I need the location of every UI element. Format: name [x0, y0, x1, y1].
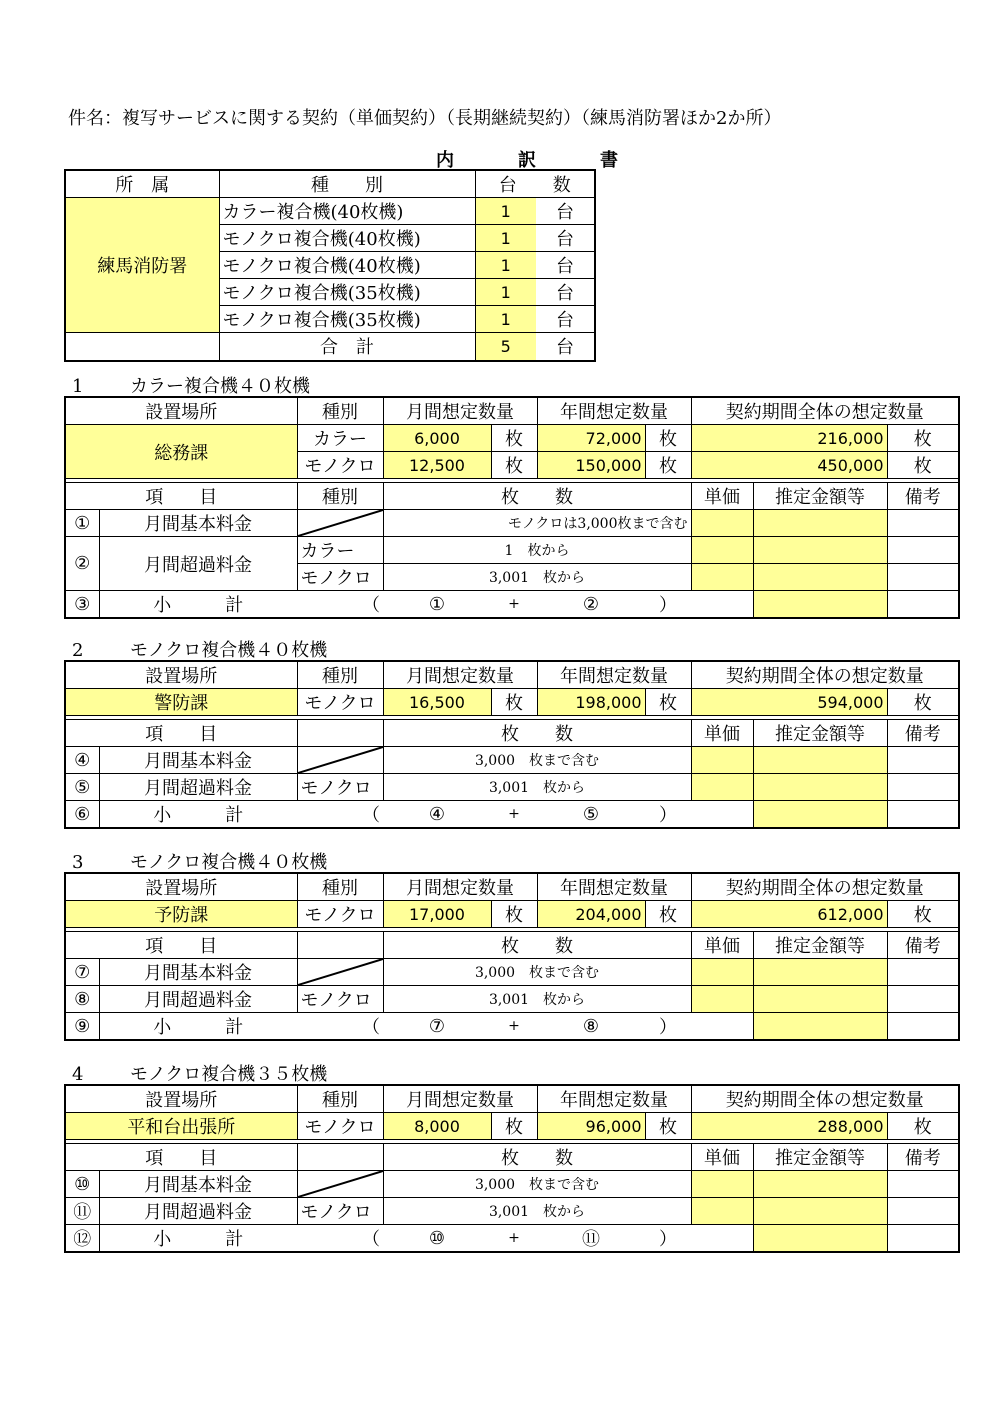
machine-kind: モノクロ複合機(40枚機) — [219, 225, 475, 252]
estimate-header: 推定金額等 — [753, 720, 887, 747]
contract-total-qty: 612,000 — [691, 901, 887, 928]
base-fee-sheets: 3,000 枚まで含む — [383, 747, 691, 774]
estimate-cell[interactable] — [753, 774, 887, 801]
base-fee-label: 月間基本料金 — [99, 959, 297, 986]
monthly-qty: 16,500 — [383, 689, 491, 716]
subtotal-label: 小 計 — [99, 1225, 297, 1253]
row-mark: ① — [65, 510, 99, 537]
row-mark: ④ — [65, 747, 99, 774]
estimate-cell[interactable] — [753, 1225, 887, 1253]
base-fee-label: 月間基本料金 — [99, 747, 297, 774]
estimate-cell[interactable] — [753, 510, 887, 537]
subtotal-label: 小 計 — [99, 801, 297, 829]
machine-count: 1 — [475, 279, 536, 306]
unit-price-cell[interactable] — [691, 986, 753, 1013]
row-mark: ⑪ — [65, 1198, 99, 1225]
formula-mark: ⑩ — [383, 1225, 491, 1253]
sheet-unit: 枚 — [491, 425, 537, 452]
breakdown-heading-char: 訳 — [518, 150, 536, 171]
contract-total-qty: 594,000 — [691, 689, 887, 716]
location-header: 設置場所 — [65, 873, 297, 901]
location-name: 警防課 — [65, 689, 297, 716]
estimate-cell[interactable] — [753, 747, 887, 774]
estimate-cell[interactable] — [753, 1171, 887, 1198]
kind-header: 種別 — [297, 1085, 383, 1113]
header-kind: 種 別 — [219, 170, 475, 198]
kind-header: 種別 — [297, 397, 383, 425]
section-number: 2 — [72, 640, 84, 661]
breakdown-heading-char: 内 — [436, 150, 454, 171]
kind-color: カラー — [297, 537, 383, 564]
sheets-header: 枚 数 — [383, 932, 691, 959]
section-2-table — [64, 660, 960, 829]
kind-header-blank — [297, 932, 383, 959]
sheet-unit: 枚 — [887, 452, 959, 479]
remarks-header: 備考 — [887, 720, 959, 747]
yearly-qty: 150,000 — [537, 452, 645, 479]
sheet-unit: 枚 — [491, 452, 537, 479]
yearly-header: 年間想定数量 — [537, 873, 691, 901]
estimate-cell[interactable] — [753, 1198, 887, 1225]
estimate-cell[interactable] — [753, 564, 887, 591]
monthly-header: 月間想定数量 — [383, 1085, 537, 1113]
sheets-header: 枚 数 — [383, 720, 691, 747]
sheet-unit: 枚 — [887, 425, 959, 452]
excess-sheets: 3,001 枚から — [383, 1198, 691, 1225]
yearly-qty: 96,000 — [537, 1113, 645, 1140]
section-name: カラー複合機４０枚機 — [130, 376, 310, 397]
row-mark: ⑦ — [65, 959, 99, 986]
section-name: モノクロ複合機３５枚機 — [130, 1064, 328, 1085]
yearly-header: 年間想定数量 — [537, 661, 691, 689]
count-unit: 台 — [536, 306, 595, 333]
sheet-unit: 枚 — [645, 689, 691, 716]
excess-fee-label: 月間超過料金 — [99, 537, 297, 591]
kind-mono: モノクロ — [297, 774, 383, 801]
count-unit: 台 — [536, 198, 595, 225]
sheet-unit: 枚 — [887, 1113, 959, 1140]
paren-close: ） — [645, 591, 691, 619]
excess-sheets: 3,001 枚から — [383, 564, 691, 591]
section-title — [72, 1060, 327, 1086]
header-count: 台 数 — [475, 170, 595, 198]
sheet-unit: 枚 — [887, 689, 959, 716]
excess-fee-label: 月間超過料金 — [99, 986, 297, 1013]
kind-mono: モノクロ — [297, 452, 383, 479]
estimate-cell[interactable] — [753, 986, 887, 1013]
total-unit: 台 — [536, 333, 595, 361]
remarks-cell[interactable] — [887, 747, 959, 774]
section-name: モノクロ複合機４０枚機 — [130, 640, 328, 661]
remarks-cell[interactable] — [887, 959, 959, 986]
base-fee-sheets: 3,000 枚まで含む — [383, 959, 691, 986]
total-count: 5 — [475, 333, 536, 361]
formula-mark: ⑪ — [537, 1225, 645, 1253]
contract-total-qty: 450,000 — [691, 452, 887, 479]
location-name: 平和台出張所 — [65, 1113, 297, 1140]
remarks-cell[interactable] — [887, 1198, 959, 1225]
kind-mono: モノクロ — [297, 1198, 383, 1225]
sheet-unit: 枚 — [491, 1113, 537, 1140]
machine-kind: カラー複合機(40枚機) — [219, 198, 475, 225]
sheets-header: 枚 数 — [383, 483, 691, 510]
monthly-header: 月間想定数量 — [383, 873, 537, 901]
base-fee-label: 月間基本料金 — [99, 510, 297, 537]
location-header: 設置場所 — [65, 661, 297, 689]
row-mark: ⑧ — [65, 986, 99, 1013]
machine-count: 1 — [475, 198, 536, 225]
estimate-cell[interactable] — [753, 801, 887, 829]
row-mark: ⑤ — [65, 774, 99, 801]
section-title — [72, 372, 310, 398]
section-1-table — [64, 396, 960, 619]
section-number: 3 — [72, 852, 84, 873]
kind-mono: モノクロ — [297, 1113, 383, 1140]
machine-count: 1 — [475, 306, 536, 333]
estimate-cell[interactable] — [753, 959, 887, 986]
formula-mark: ⑦ — [383, 1013, 491, 1041]
row-mark: ⑫ — [65, 1225, 99, 1253]
paren-open: （ — [297, 801, 383, 829]
row-mark: ③ — [65, 591, 99, 619]
contract-total-header: 契約期間全体の想定数量 — [691, 661, 959, 689]
formula-mark: ② — [537, 591, 645, 619]
subtotal-label: 小 計 — [99, 591, 297, 619]
unit-price-cell[interactable] — [691, 537, 753, 564]
estimate-cell[interactable] — [753, 537, 887, 564]
diagonal-cell — [297, 747, 383, 774]
unit-price-cell[interactable] — [691, 564, 753, 591]
section-number: 4 — [72, 1064, 84, 1085]
paren-close: ） — [645, 1225, 691, 1253]
count-unit: 台 — [536, 279, 595, 306]
section-number: 1 — [72, 376, 84, 397]
contract-total-qty: 216,000 — [691, 425, 887, 452]
contract-total-header: 契約期間全体の想定数量 — [691, 1085, 959, 1113]
yearly-qty: 204,000 — [537, 901, 645, 928]
formula-plus: + — [491, 1013, 537, 1041]
remarks-header: 備考 — [887, 1144, 959, 1171]
item-header: 項 目 — [65, 1144, 297, 1171]
excess-fee-label: 月間超過料金 — [99, 1198, 297, 1225]
yearly-header: 年間想定数量 — [537, 397, 691, 425]
monthly-header: 月間想定数量 — [383, 661, 537, 689]
kind-mono: モノクロ — [297, 689, 383, 716]
remarks-cell[interactable] — [887, 1225, 959, 1253]
paren-close: ） — [645, 801, 691, 829]
unit-price-header: 単価 — [691, 932, 753, 959]
sheets-header: 枚 数 — [383, 1144, 691, 1171]
sheet-unit: 枚 — [645, 901, 691, 928]
section-3-table — [64, 872, 960, 1041]
contract-total-header: 契約期間全体の想定数量 — [691, 397, 959, 425]
count-unit: 台 — [536, 225, 595, 252]
remarks-cell[interactable] — [887, 1013, 959, 1041]
excess-fee-label: 月間超過料金 — [99, 774, 297, 801]
base-fee-label: 月間基本料金 — [99, 1171, 297, 1198]
monthly-qty: 12,500 — [383, 452, 491, 479]
machine-count: 1 — [475, 252, 536, 279]
machine-count: 1 — [475, 225, 536, 252]
remarks-header: 備考 — [887, 483, 959, 510]
breakdown-heading-char: 書 — [600, 150, 618, 171]
sheet-unit: 枚 — [491, 901, 537, 928]
base-fee-sheets: 3,000 枚まで含む — [383, 1171, 691, 1198]
formula-plus: + — [491, 1225, 537, 1253]
formula-mark: ① — [383, 591, 491, 619]
monthly-qty: 8,000 — [383, 1113, 491, 1140]
excess-sheets: 3,001 枚から — [383, 986, 691, 1013]
estimate-cell[interactable] — [753, 1013, 887, 1041]
excess-sheets: 1 枚から — [383, 537, 691, 564]
section-title — [72, 848, 327, 874]
diagonal-cell — [297, 510, 383, 537]
machine-kind: モノクロ複合機(40枚機) — [219, 252, 475, 279]
kind-header-blank — [297, 1144, 383, 1171]
location-name: 総務課 — [65, 425, 297, 479]
dept-name: 練馬消防署 — [65, 198, 219, 333]
remarks-cell[interactable] — [887, 510, 959, 537]
subtotal-label: 小 計 — [99, 1013, 297, 1041]
unit-price-cell[interactable] — [691, 959, 753, 986]
estimate-header: 推定金額等 — [753, 483, 887, 510]
sheet-unit: 枚 — [645, 425, 691, 452]
kind-header: 種別 — [297, 483, 383, 510]
remarks-cell[interactable] — [887, 986, 959, 1013]
location-header: 設置場所 — [65, 1085, 297, 1113]
header-dept: 所 属 — [65, 170, 219, 198]
unit-price-cell[interactable] — [691, 747, 753, 774]
sheet-unit: 枚 — [887, 901, 959, 928]
kind-mono: モノクロ — [297, 901, 383, 928]
excess-sheets: 3,001 枚から — [383, 774, 691, 801]
yearly-qty: 198,000 — [537, 689, 645, 716]
subtotal-blank — [691, 801, 753, 829]
location-name: 予防課 — [65, 901, 297, 928]
paren-open: （ — [297, 1013, 383, 1041]
section-title — [72, 636, 327, 662]
formula-mark: ⑤ — [537, 801, 645, 829]
remarks-cell[interactable] — [887, 801, 959, 829]
kind-header-blank — [297, 720, 383, 747]
estimate-header: 推定金額等 — [753, 1144, 887, 1171]
paren-open: （ — [297, 1225, 383, 1253]
yearly-header: 年間想定数量 — [537, 1085, 691, 1113]
kind-mono: モノクロ — [297, 564, 383, 591]
breakdown-table — [64, 169, 596, 362]
unit-price-cell[interactable] — [691, 1171, 753, 1198]
remarks-header: 備考 — [887, 932, 959, 959]
monthly-header: 月間想定数量 — [383, 397, 537, 425]
row-mark: ⑥ — [65, 801, 99, 829]
machine-kind: モノクロ複合機(35枚機) — [219, 306, 475, 333]
unit-price-cell[interactable] — [691, 1198, 753, 1225]
contract-total-header: 契約期間全体の想定数量 — [691, 873, 959, 901]
monthly-qty: 17,000 — [383, 901, 491, 928]
total-label: 合 計 — [219, 333, 475, 361]
remarks-cell[interactable] — [887, 564, 959, 591]
formula-mark: ⑧ — [537, 1013, 645, 1041]
kind-mono: モノクロ — [297, 986, 383, 1013]
row-mark: ⑨ — [65, 1013, 99, 1041]
subtotal-blank — [691, 1225, 753, 1253]
diagonal-cell — [297, 1171, 383, 1198]
estimate-cell[interactable] — [753, 591, 887, 619]
monthly-qty: 6,000 — [383, 425, 491, 452]
remarks-cell[interactable] — [887, 591, 959, 619]
row-mark: ⑩ — [65, 1171, 99, 1198]
subtotal-blank — [691, 1013, 753, 1041]
formula-mark: ④ — [383, 801, 491, 829]
remarks-cell[interactable] — [887, 1171, 959, 1198]
sheet-unit: 枚 — [645, 452, 691, 479]
row-mark: ② — [65, 537, 99, 591]
unit-price-header: 単価 — [691, 483, 753, 510]
remarks-cell[interactable] — [887, 774, 959, 801]
unit-price-cell[interactable] — [691, 774, 753, 801]
unit-price-cell[interactable] — [691, 510, 753, 537]
diagonal-cell — [297, 959, 383, 986]
item-header: 項 目 — [65, 483, 297, 510]
count-unit: 台 — [536, 252, 595, 279]
formula-plus: + — [491, 801, 537, 829]
paren-open: （ — [297, 591, 383, 619]
sheet-unit: 枚 — [491, 689, 537, 716]
kind-color: カラー — [297, 425, 383, 452]
section-4-table — [64, 1084, 960, 1253]
sheet-unit: 枚 — [645, 1113, 691, 1140]
estimate-header: 推定金額等 — [753, 932, 887, 959]
kind-header: 種別 — [297, 661, 383, 689]
subtotal-blank — [691, 591, 753, 619]
kind-header: 種別 — [297, 873, 383, 901]
paren-close: ） — [645, 1013, 691, 1041]
remarks-cell[interactable] — [887, 537, 959, 564]
unit-price-header: 単価 — [691, 1144, 753, 1171]
item-header: 項 目 — [65, 720, 297, 747]
formula-plus: + — [491, 591, 537, 619]
machine-kind: モノクロ複合機(35枚機) — [219, 279, 475, 306]
section-name: モノクロ複合機４０枚機 — [130, 852, 328, 873]
item-header: 項 目 — [65, 932, 297, 959]
contract-total-qty: 288,000 — [691, 1113, 887, 1140]
location-header: 設置場所 — [65, 397, 297, 425]
base-fee-sheets: モノクロは3,000枚まで含む — [383, 510, 691, 537]
yearly-qty: 72,000 — [537, 425, 645, 452]
document-title: 件名：複写サービスに関する契約（単価契約）（長期継続契約）（練馬消防署ほか2か所） — [68, 108, 782, 129]
unit-price-header: 単価 — [691, 720, 753, 747]
